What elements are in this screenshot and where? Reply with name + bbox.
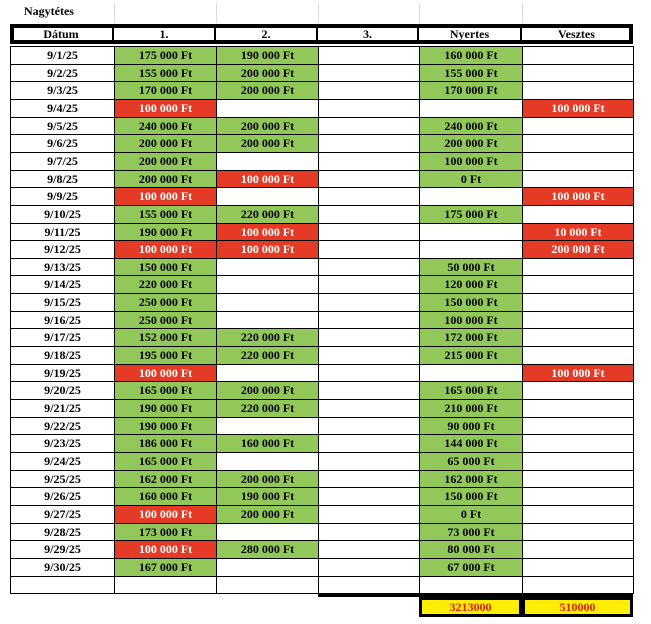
col2-cell[interactable]: 220 000 Ft — [216, 205, 319, 224]
col2-cell[interactable] — [216, 275, 319, 294]
loser-cell[interactable] — [522, 328, 634, 347]
col2-cell[interactable] — [216, 452, 319, 471]
col1-cell[interactable]: 195 000 Ft — [114, 346, 217, 365]
loser-cell[interactable] — [522, 399, 634, 418]
gridline — [114, 3, 115, 23]
col2-cell[interactable]: 100 000 Ft — [216, 170, 319, 188]
header-date[interactable]: Dátum — [10, 24, 114, 44]
winner-cell[interactable]: 144 000 Ft — [419, 434, 523, 453]
col1-cell[interactable]: 155 000 Ft — [114, 64, 217, 82]
date-cell[interactable]: 9/2/25 — [10, 64, 115, 82]
date-cell[interactable]: 9/19/25 — [10, 364, 115, 382]
col3-cell[interactable] — [318, 558, 420, 577]
col2-cell[interactable] — [216, 417, 319, 435]
col3-cell[interactable] — [318, 275, 420, 294]
date-cell[interactable]: 9/10/25 — [10, 205, 115, 224]
col1-cell[interactable]: 100 000 Ft — [114, 187, 217, 206]
col2-cell[interactable] — [216, 152, 319, 171]
date-cell[interactable]: 9/7/25 — [10, 152, 115, 171]
col2-cell[interactable]: 200 000 Ft — [216, 470, 319, 488]
winner-cell[interactable]: 100 000 Ft — [419, 152, 523, 171]
col2-cell[interactable]: 200 000 Ft — [216, 505, 319, 524]
loser-cell[interactable] — [522, 381, 634, 400]
col2-cell[interactable]: 100 000 Ft — [216, 223, 319, 241]
winner-cell[interactable]: 100 000 Ft — [419, 311, 523, 329]
col3-cell[interactable] — [318, 117, 420, 135]
winner-cell[interactable]: 90 000 Ft — [419, 417, 523, 435]
col1-cell[interactable]: 155 000 Ft — [114, 205, 217, 224]
col3-cell[interactable] — [318, 223, 420, 241]
date-cell[interactable]: 9/30/25 — [10, 558, 115, 577]
date-cell[interactable]: 9/29/25 — [10, 540, 115, 559]
col3-cell[interactable] — [318, 205, 420, 224]
winner-cell[interactable]: 175 000 Ft — [419, 205, 523, 224]
date-cell[interactable]: 9/23/25 — [10, 434, 115, 453]
date-cell[interactable]: 9/28/25 — [10, 523, 115, 541]
col3-cell[interactable] — [318, 381, 420, 400]
loser-cell[interactable] — [522, 434, 634, 453]
col2-cell[interactable]: 220 000 Ft — [216, 346, 319, 365]
date-cell[interactable]: 9/17/25 — [10, 328, 115, 347]
col1-cell[interactable]: 173 000 Ft — [114, 523, 217, 541]
col1-cell[interactable]: 162 000 Ft — [114, 470, 217, 488]
col2-cell[interactable]: 200 000 Ft — [216, 81, 319, 100]
loser-cell[interactable] — [522, 540, 634, 559]
date-cell[interactable]: 9/11/25 — [10, 223, 115, 241]
col2-cell[interactable]: 190 000 Ft — [216, 487, 319, 506]
winner-cell[interactable]: 240 000 Ft — [419, 117, 523, 135]
loser-cell[interactable]: 100 000 Ft — [522, 364, 634, 382]
col3-cell[interactable] — [318, 152, 420, 171]
gridline — [522, 3, 523, 23]
winner-cell[interactable]: 165 000 Ft — [419, 381, 523, 400]
winner-cell[interactable] — [419, 187, 523, 206]
col1-cell[interactable]: 250 000 Ft — [114, 311, 217, 329]
loser-cell[interactable] — [522, 558, 634, 577]
col1-cell[interactable]: 200 000 Ft — [114, 170, 217, 188]
col3-cell[interactable] — [318, 505, 420, 524]
date-cell[interactable]: 9/6/25 — [10, 134, 115, 153]
col1-cell[interactable]: 165 000 Ft — [114, 381, 217, 400]
winner-cell[interactable]: 200 000 Ft — [419, 134, 523, 153]
col3-cell[interactable] — [318, 293, 420, 312]
col2-cell[interactable]: 190 000 Ft — [216, 46, 319, 65]
loser-cell[interactable] — [522, 46, 634, 65]
loser-cell[interactable] — [522, 134, 634, 153]
col3-cell[interactable] — [318, 328, 420, 347]
loser-cell[interactable]: 100 000 Ft — [522, 99, 634, 118]
col3-cell[interactable] — [318, 346, 420, 365]
loser-cell[interactable]: 200 000 Ft — [522, 240, 634, 259]
loser-cell[interactable] — [522, 293, 634, 312]
winner-cell[interactable]: 210 000 Ft — [419, 399, 523, 418]
date-cell[interactable]: 9/16/25 — [10, 311, 115, 329]
loser-cell[interactable] — [522, 505, 634, 524]
col3-cell[interactable] — [318, 258, 420, 276]
col3-cell[interactable] — [318, 240, 420, 259]
col3-cell[interactable] — [318, 64, 420, 82]
date-cell[interactable] — [10, 576, 115, 594]
winner-cell[interactable]: 65 000 Ft — [419, 452, 523, 471]
col3-cell[interactable] — [318, 134, 420, 153]
col2-cell[interactable] — [216, 523, 319, 541]
date-cell[interactable]: 9/9/25 — [10, 187, 115, 206]
col3-cell[interactable] — [318, 540, 420, 559]
date-cell[interactable]: 9/21/25 — [10, 399, 115, 418]
col2-cell[interactable]: 200 000 Ft — [216, 117, 319, 135]
col2-cell[interactable] — [216, 258, 319, 276]
col3-cell[interactable] — [318, 434, 420, 453]
col3-cell[interactable] — [318, 99, 420, 118]
winner-cell[interactable] — [419, 240, 523, 259]
loser-cell[interactable] — [522, 470, 634, 488]
gridline — [419, 3, 420, 23]
col2-cell[interactable]: 200 000 Ft — [216, 64, 319, 82]
col1-cell[interactable]: 152 000 Ft — [114, 328, 217, 347]
gridline — [216, 3, 217, 23]
loser-cell[interactable]: 10 000 Ft — [522, 223, 634, 241]
col2-cell[interactable] — [216, 558, 319, 577]
col3-cell[interactable] — [318, 311, 420, 329]
loser-cell[interactable] — [522, 346, 634, 365]
winner-cell[interactable]: 215 000 Ft — [419, 346, 523, 365]
loser-cell[interactable] — [522, 487, 634, 506]
col1-cell[interactable]: 160 000 Ft — [114, 487, 217, 506]
col1-cell[interactable] — [114, 576, 217, 594]
total-winner[interactable]: 3213000 — [419, 597, 522, 617]
col1-cell[interactable]: 250 000 Ft — [114, 293, 217, 312]
loser-cell[interactable] — [522, 81, 634, 100]
winner-cell[interactable]: 0 Ft — [419, 505, 523, 524]
col1-cell[interactable]: 200 000 Ft — [114, 152, 217, 171]
col2-cell[interactable]: 220 000 Ft — [216, 328, 319, 347]
col1-cell[interactable]: 100 000 Ft — [114, 99, 217, 118]
col1-cell[interactable]: 170 000 Ft — [114, 81, 217, 100]
header-3[interactable]: 3. — [318, 24, 419, 44]
date-cell[interactable]: 9/22/25 — [10, 417, 115, 435]
col1-cell[interactable]: 167 000 Ft — [114, 558, 217, 577]
winner-cell[interactable] — [419, 364, 523, 382]
winner-cell[interactable] — [419, 576, 523, 594]
col2-cell[interactable]: 100 000 Ft — [216, 240, 319, 259]
loser-cell[interactable] — [522, 417, 634, 435]
col3-cell[interactable] — [318, 81, 420, 100]
date-cell[interactable]: 9/4/25 — [10, 99, 115, 118]
winner-cell[interactable]: 67 000 Ft — [419, 558, 523, 577]
date-cell[interactable]: 9/24/25 — [10, 452, 115, 471]
date-cell[interactable]: 9/20/25 — [10, 381, 115, 400]
col3-cell[interactable] — [318, 523, 420, 541]
col1-cell[interactable]: 190 000 Ft — [114, 223, 217, 241]
loser-cell[interactable] — [522, 64, 634, 82]
sheet-title: Nagytétes — [24, 4, 74, 18]
winner-cell[interactable]: 0 Ft — [419, 170, 523, 188]
winner-cell[interactable]: 50 000 Ft — [419, 258, 523, 276]
col1-cell[interactable]: 190 000 Ft — [114, 417, 217, 435]
loser-cell[interactable] — [522, 452, 634, 471]
col2-cell[interactable] — [216, 99, 319, 118]
loser-cell[interactable] — [522, 576, 634, 594]
loser-cell[interactable] — [522, 117, 634, 135]
col2-cell[interactable]: 280 000 Ft — [216, 540, 319, 559]
col3-cell[interactable] — [318, 417, 420, 435]
loser-cell[interactable] — [522, 275, 634, 294]
col3-cell[interactable] — [318, 470, 420, 488]
header-1[interactable]: 1. — [114, 24, 216, 44]
loser-cell[interactable] — [522, 152, 634, 171]
gridline — [318, 3, 319, 23]
header-2[interactable]: 2. — [216, 24, 318, 44]
winner-cell[interactable]: 170 000 Ft — [419, 81, 523, 100]
col3-cell[interactable] — [318, 364, 420, 382]
header-winner[interactable]: Nyertes — [419, 24, 522, 44]
col3-cell[interactable] — [318, 576, 420, 594]
winner-cell[interactable]: 172 000 Ft — [419, 328, 523, 347]
col2-cell[interactable] — [216, 364, 319, 382]
date-cell[interactable]: 9/5/25 — [10, 117, 115, 135]
col3-cell[interactable] — [318, 452, 420, 471]
loser-cell[interactable] — [522, 258, 634, 276]
col3-cell[interactable] — [318, 170, 420, 188]
col1-cell[interactable]: 240 000 Ft — [114, 117, 217, 135]
date-cell[interactable]: 9/18/25 — [10, 346, 115, 365]
col1-cell[interactable]: 165 000 Ft — [114, 452, 217, 471]
winner-cell[interactable]: 120 000 Ft — [419, 275, 523, 294]
col2-cell[interactable]: 160 000 Ft — [216, 434, 319, 453]
date-cell[interactable]: 9/14/25 — [10, 275, 115, 294]
winner-cell[interactable]: 155 000 Ft — [419, 64, 523, 82]
winner-cell[interactable]: 160 000 Ft — [419, 46, 523, 65]
date-cell[interactable]: 9/27/25 — [10, 505, 115, 524]
winner-cell[interactable]: 73 000 Ft — [419, 523, 523, 541]
col1-cell[interactable]: 100 000 Ft — [114, 505, 217, 524]
col3-cell[interactable] — [318, 46, 420, 65]
loser-cell[interactable] — [522, 205, 634, 224]
total-loser[interactable]: 510000 — [522, 597, 633, 617]
date-cell[interactable]: 9/26/25 — [10, 487, 115, 506]
date-cell[interactable]: 9/1/25 — [10, 46, 115, 65]
winner-cell[interactable]: 150 000 Ft — [419, 293, 523, 312]
winner-cell[interactable]: 150 000 Ft — [419, 487, 523, 506]
col2-cell[interactable] — [216, 576, 319, 594]
date-cell[interactable]: 9/13/25 — [10, 258, 115, 276]
col1-cell[interactable]: 200 000 Ft — [114, 134, 217, 153]
col1-cell[interactable]: 175 000 Ft — [114, 46, 217, 65]
col2-cell[interactable]: 220 000 Ft — [216, 399, 319, 418]
winner-cell[interactable]: 80 000 Ft — [419, 540, 523, 559]
date-cell[interactable]: 9/3/25 — [10, 81, 115, 100]
col1-cell[interactable]: 186 000 Ft — [114, 434, 217, 453]
loser-cell[interactable]: 100 000 Ft — [522, 187, 634, 206]
col1-cell[interactable]: 100 000 Ft — [114, 240, 217, 259]
winner-cell[interactable]: 162 000 Ft — [419, 470, 523, 488]
col2-cell[interactable]: 200 000 Ft — [216, 381, 319, 400]
col1-cell[interactable]: 190 000 Ft — [114, 399, 217, 418]
date-cell[interactable]: 9/15/25 — [10, 293, 115, 312]
winner-cell[interactable] — [419, 223, 523, 241]
date-cell[interactable]: 9/25/25 — [10, 470, 115, 488]
col3-cell[interactable] — [318, 187, 420, 206]
loser-cell[interactable] — [522, 170, 634, 188]
col1-cell[interactable]: 100 000 Ft — [114, 364, 217, 382]
winner-cell[interactable] — [419, 99, 523, 118]
loser-cell[interactable] — [522, 523, 634, 541]
col2-cell[interactable] — [216, 187, 319, 206]
col1-cell[interactable]: 150 000 Ft — [114, 258, 217, 276]
col1-cell[interactable]: 220 000 Ft — [114, 275, 217, 294]
loser-cell[interactable] — [522, 311, 634, 329]
date-cell[interactable]: 9/12/25 — [10, 240, 115, 259]
col2-cell[interactable] — [216, 311, 319, 329]
col3-cell[interactable] — [318, 487, 420, 506]
col1-cell[interactable]: 100 000 Ft — [114, 540, 217, 559]
date-cell[interactable]: 9/8/25 — [10, 170, 115, 188]
col2-cell[interactable]: 200 000 Ft — [216, 134, 319, 153]
header-loser[interactable]: Vesztes — [522, 24, 633, 44]
col2-cell[interactable] — [216, 293, 319, 312]
col3-cell[interactable] — [318, 399, 420, 418]
